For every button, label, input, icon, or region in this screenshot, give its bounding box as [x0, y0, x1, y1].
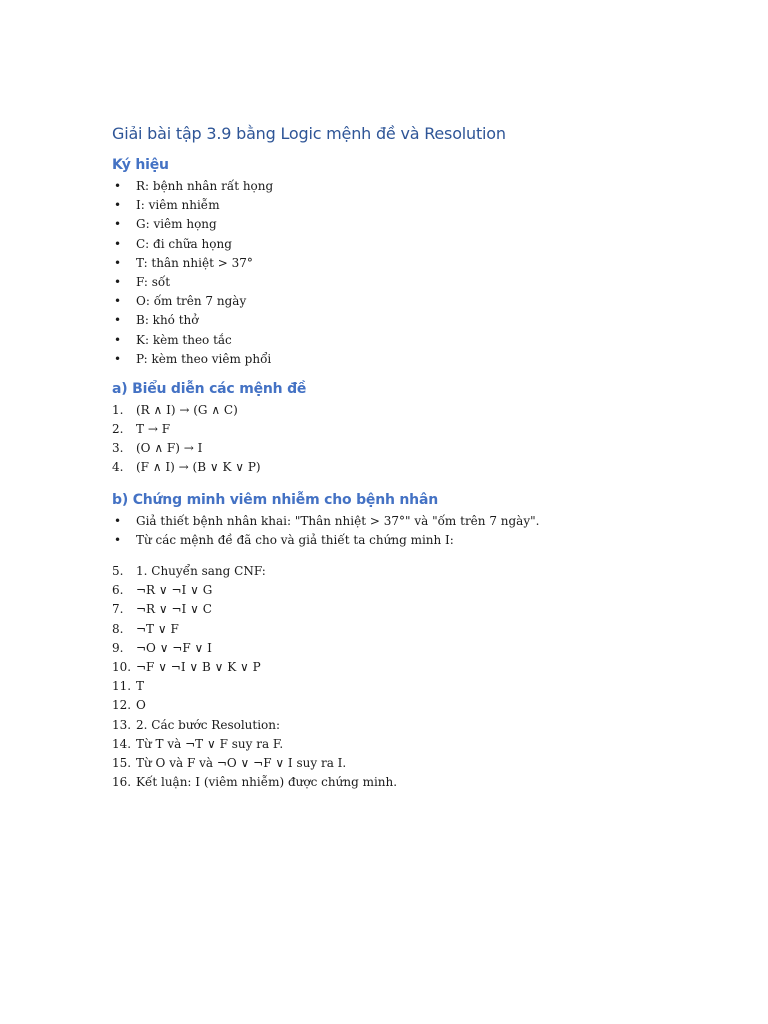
- list-item: [112, 600, 672, 619]
- symbols-list: [112, 177, 672, 369]
- list-item-text: Giả thiết bệnh nhân khai: "Thân nhiệt > 37°" và "ốm trên 7 ngày".: [136, 513, 540, 528]
- list-item: [112, 458, 672, 477]
- list-item-text: C: đi chữa họng: [136, 236, 232, 251]
- list-item-text: T → F: [136, 422, 171, 437]
- section-a-heading: a) Biểu diễn các mệnh đề: [112, 380, 307, 397]
- list-item-text: Kết luận: I (viêm nhiễm) được chứng minh.: [136, 775, 398, 790]
- item-number: 10.: [112, 659, 132, 674]
- bullet-icon: •: [114, 274, 122, 289]
- list-item-text: ¬F ∨ ¬I ∨ B ∨ K ∨ P: [136, 659, 261, 674]
- list-item: [112, 215, 672, 234]
- bullet-icon: •: [114, 294, 122, 309]
- list-item-text: 2. Các bước Resolution:: [136, 717, 281, 732]
- list-item: [112, 401, 672, 420]
- list-item: [112, 254, 672, 273]
- list-item: [112, 696, 672, 715]
- symbols-heading: Ký hiệu: [112, 157, 169, 173]
- list-item-text: Từ các mệnh đề đã cho và giả thiết ta chứng minh I:: [136, 532, 454, 547]
- list-item: [112, 639, 672, 658]
- list-item: [112, 581, 672, 600]
- proof-steps-list: [112, 562, 672, 792]
- list-item: [112, 196, 672, 215]
- bullet-icon: •: [114, 313, 122, 328]
- item-number: 11.: [112, 679, 132, 694]
- list-item: [112, 735, 672, 754]
- item-number: 13.: [112, 717, 132, 732]
- bullet-icon: •: [114, 351, 122, 366]
- list-item-text: O: ốm trên 7 ngày: [136, 294, 247, 309]
- list-item-text: Từ T và ¬T ∨ F suy ra F.: [136, 736, 284, 751]
- list-item-text: T: thân nhiệt > 37°: [136, 255, 253, 270]
- section-b-heading: b) Chứng minh viêm nhiễm cho bệnh nhân: [112, 491, 438, 508]
- list-item-text: (F ∧ I) → (B ∨ K ∨ P): [136, 460, 261, 475]
- item-number: 3.: [112, 441, 124, 456]
- list-item-text: (R ∧ I) → (G ∧ C): [136, 402, 238, 417]
- list-item-text: P: kèm theo viêm phổi: [136, 351, 272, 366]
- list-item: [112, 235, 672, 254]
- list-item: [112, 331, 672, 350]
- item-number: 2.: [112, 422, 124, 437]
- list-item-text: T: [136, 679, 145, 694]
- list-item-text: K: kèm theo tắc: [136, 332, 232, 347]
- item-number: 16.: [112, 775, 132, 790]
- list-item: [112, 562, 672, 581]
- symbols-section: [112, 157, 672, 369]
- list-item: [112, 716, 672, 735]
- spacer: [112, 550, 672, 562]
- list-item: [112, 773, 672, 792]
- bullet-icon: •: [114, 255, 122, 270]
- bullet-icon: •: [114, 513, 122, 528]
- item-number: 14.: [112, 736, 132, 751]
- list-item-text: F: sốt: [136, 274, 171, 289]
- item-number: 4.: [112, 460, 124, 475]
- hypothesis-list: [112, 512, 672, 550]
- list-item: [112, 273, 672, 292]
- document-page: [112, 124, 672, 792]
- propositions-list: [112, 401, 672, 478]
- list-item-text: R: bệnh nhân rất họng: [136, 179, 274, 193]
- list-item-text: 1. Chuyển sang CNF:: [136, 564, 266, 578]
- bullet-icon: •: [114, 236, 122, 251]
- list-item: [112, 620, 672, 639]
- list-item: [112, 531, 672, 550]
- list-item: [112, 420, 672, 439]
- bullet-icon: •: [114, 198, 122, 213]
- item-number: 7.: [112, 602, 124, 617]
- item-number: 1.: [112, 402, 124, 417]
- item-number: 6.: [112, 583, 124, 598]
- bullet-icon: •: [114, 179, 122, 193]
- list-item: [112, 311, 672, 330]
- item-number: 5.: [112, 564, 124, 578]
- item-number: 15.: [112, 755, 132, 770]
- list-item-text: I: viêm nhiễm: [136, 198, 220, 213]
- list-item-text: ¬R ∨ ¬I ∨ G: [136, 583, 213, 598]
- list-item-text: G: viêm họng: [136, 217, 217, 232]
- list-item: [112, 177, 672, 196]
- bullet-icon: •: [114, 217, 122, 232]
- list-item: [112, 350, 672, 369]
- section-a: [112, 381, 672, 478]
- document-title: Giải bài tập 3.9 bằng Logic mệnh đề và Resolution: [112, 124, 506, 143]
- list-item: [112, 658, 672, 677]
- section-b: [112, 492, 672, 793]
- list-item: [112, 439, 672, 458]
- list-item-text: ¬O ∨ ¬F ∨ I: [136, 640, 212, 655]
- item-number: 9.: [112, 640, 124, 655]
- list-item: [112, 677, 672, 696]
- list-item-text: ¬R ∨ ¬I ∨ C: [136, 602, 212, 617]
- list-item-text: O: [136, 698, 146, 713]
- bullet-icon: •: [114, 332, 122, 347]
- list-item-text: ¬T ∨ F: [136, 621, 179, 636]
- list-item-text: Từ O và F và ¬O ∨ ¬F ∨ I suy ra I.: [136, 755, 347, 770]
- list-item-text: (O ∧ F) → I: [136, 441, 203, 456]
- item-number: 12.: [112, 698, 132, 713]
- list-item: [112, 512, 672, 531]
- list-item: [112, 754, 672, 773]
- list-item-text: B: khó thở: [136, 313, 199, 328]
- list-item: [112, 292, 672, 311]
- bullet-icon: •: [114, 532, 122, 547]
- item-number: 8.: [112, 621, 124, 636]
